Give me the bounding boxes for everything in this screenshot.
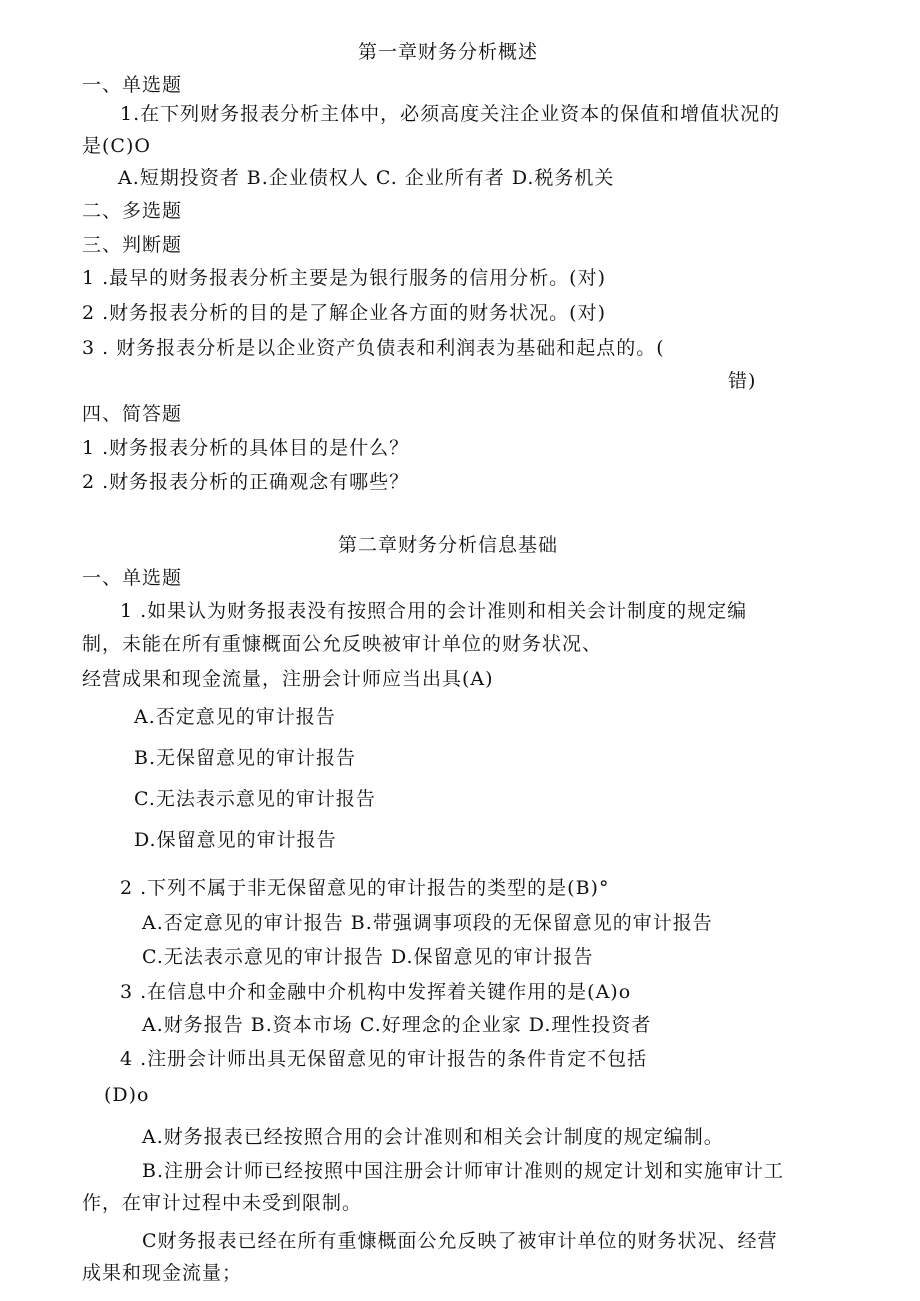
- question-1-option-b: B.无保留意见的审计报告: [134, 747, 357, 769]
- question-1-line-2: 是(C)O: [82, 135, 151, 157]
- question-4-option-b-line-2: 作，在审计过程中未受到限制。: [82, 1192, 363, 1214]
- question-1-option-d: D.保留意见的审计报告: [134, 829, 337, 851]
- judgment-1: 1 .最早的财务报表分析主要是为银行服务的信用分析。(对): [82, 267, 606, 289]
- question-1-option-a: A.否定意见的审计报告: [134, 706, 336, 728]
- short-answer-2: 2 .财务报表分析的正确观念有哪些？: [82, 471, 410, 493]
- question-2-options-2: C.无法表示意见的审计报告 D.保留意见的审计报告: [142, 946, 594, 968]
- question-1-options: A.短期投资者 B.企业债权人 C. 企业所有者 D.税务机关: [118, 167, 615, 189]
- question-4-option-a: A.财务报表已经按照合用的会计准则和相关会计制度的规定编制。: [142, 1126, 724, 1148]
- question-3: 3 .在信息中介和金融中介机构中发挥着关键作用的是(A)o: [120, 981, 632, 1003]
- question-1-line-2: 制，未能在所有重慷概面公允反映被审计单位的财务状况、: [82, 633, 603, 655]
- question-1-option-c: C.无法表示意见的审计报告: [134, 788, 376, 810]
- section-single-choice: 一、单选题: [82, 567, 183, 589]
- judgment-2: 2 .财务报表分析的目的是了解企业各方面的财务状况。(对): [82, 302, 606, 324]
- question-1-line-1: 1.在下列财务报表分析主体中，必须高度关注企业资本的保值和增值状况的: [120, 103, 781, 125]
- section-true-false: 三、判断题: [82, 234, 183, 256]
- question-4-option-c-line-1: C财务报表已经在所有重慷概面公允反映了被审计单位的财务状况、经营: [142, 1230, 778, 1252]
- question-4-line-1: 4 .注册会计师出具无保留意见的审计报告的条件肯定不包括: [120, 1048, 648, 1070]
- section-single-choice: 一、单选题: [82, 74, 183, 96]
- chapter-1-title: 第一章财务分析概述: [358, 41, 539, 63]
- question-2: 2 .下列不属于非无保留意见的审计报告的类型的是(B)°: [120, 877, 610, 899]
- section-short-answer: 四、简答题: [82, 403, 183, 425]
- judgment-3-answer: 错): [728, 370, 757, 392]
- question-4-option-b-line-1: B.注册会计师已经按照中国注册会计师审计准则的规定计划和实施审计工: [142, 1160, 785, 1182]
- question-1-line-3: 经营成果和现金流量，注册会计师应当出具(A): [82, 668, 494, 690]
- question-3-options: A.财务报告 B.资本市场 C.好理念的企业家 D.理性投资者: [142, 1014, 652, 1036]
- short-answer-1: 1 .财务报表分析的具体目的是什么？: [82, 437, 410, 459]
- question-1-line-1: 1 .如果认为财务报表没有按照合用的会计准则和相关会计制度的规定编: [120, 600, 748, 622]
- judgment-3: 3 . 财务报表分析是以企业资产负债表和利润表为基础和起点的。(: [82, 337, 665, 359]
- question-4-line-2: (D)o: [104, 1084, 150, 1106]
- chapter-2-title: 第二章财务分析信息基础: [338, 534, 559, 556]
- section-multiple-choice: 二、多选题: [82, 200, 183, 222]
- question-2-options-1: A.否定意见的审计报告 B.带强调事项段的无保留意见的审计报告: [142, 912, 713, 934]
- question-4-option-c-line-2: 成果和现金流量；: [82, 1262, 243, 1284]
